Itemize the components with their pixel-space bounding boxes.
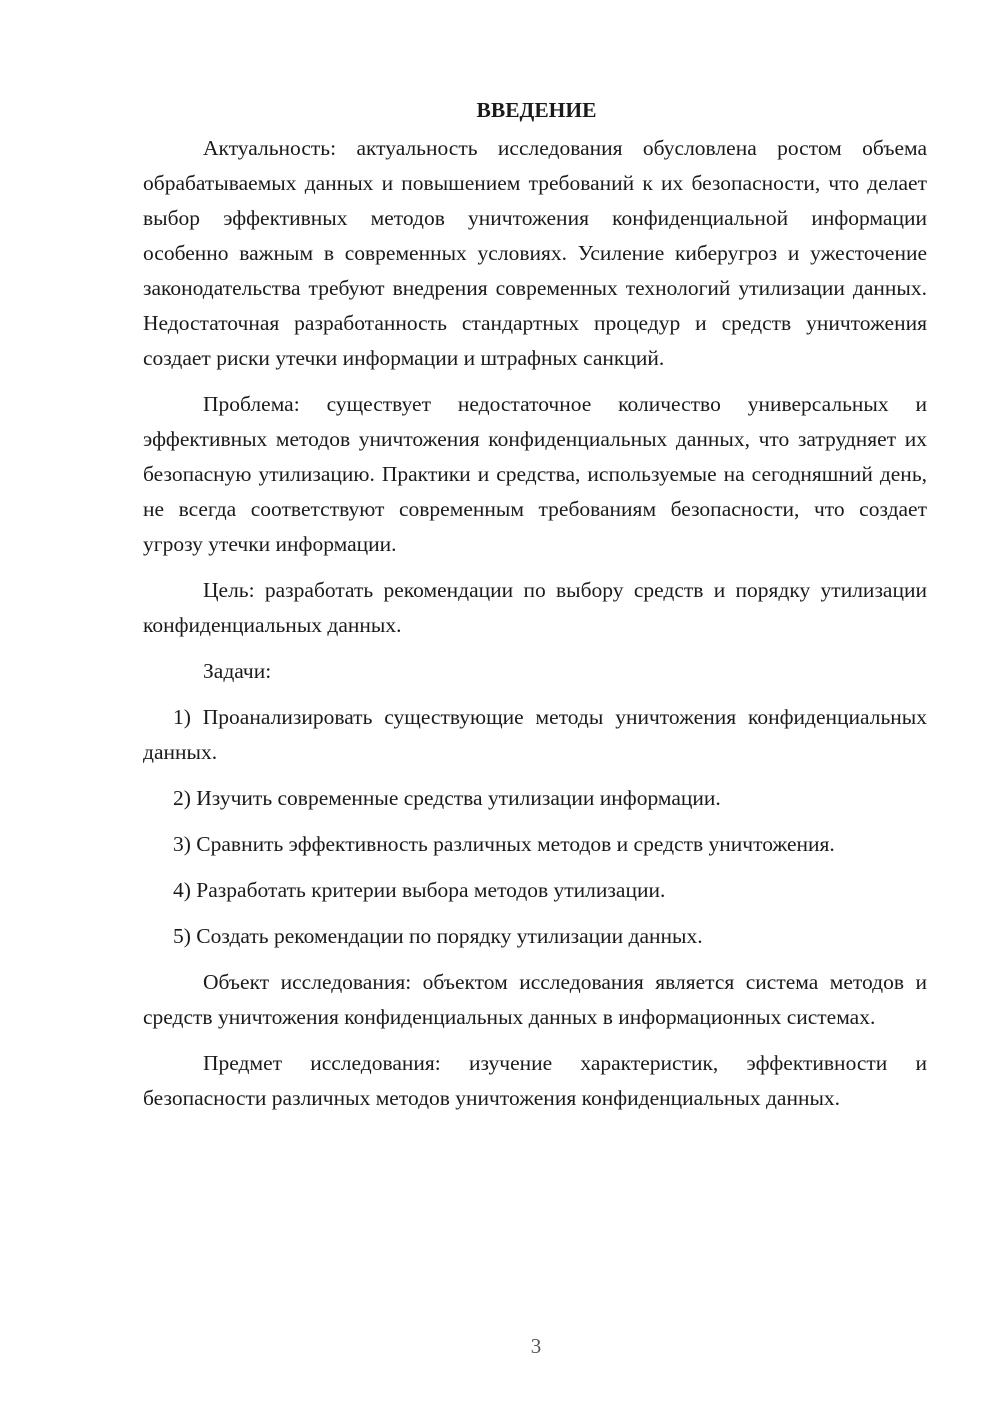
- paragraph-problem: Проблема: существует недостаточное количество универсальных и эффективных методов уничтожения конфиденциальных данных, что затрудняет их безопасную утилизацию. Практики и средства, используемые на сегодняшний день, не всегда соответствуют современным требованиям безопасности, что создает угрозу утечки информации.: [143, 392, 927, 556]
- page-number: 3: [530, 1334, 542, 1358]
- paragraph-object: Объект исследования: объектом исследования является система методов и средств уничтожения конфиденциальных данных в информационных системах.: [143, 970, 927, 1029]
- task-item-5: 5) Создать рекомендации по порядку утилизации данных.: [173, 924, 703, 948]
- task-item-1: 1) Проанализировать существующие методы уничтожения конфиденциальных данных.: [143, 705, 927, 764]
- paragraph-goal: Цель: разработать рекомендации по выбору средств и порядку утилизации конфиденциальных данных.: [143, 578, 927, 637]
- task-item-2: 2) Изучить современные средства утилизации информации.: [173, 786, 721, 810]
- paragraph-tasks-label: Задачи:: [203, 659, 272, 683]
- task-item-3: 3) Сравнить эффективность различных методов и средств уничтожения.: [173, 832, 835, 856]
- document-page: [143, 95, 927, 1127]
- section-heading: ВВЕДЕНИЕ: [476, 98, 597, 122]
- paragraph-relevance: Актуальность: актуальность исследования обусловлена ростом объема обрабатываемых данных и повышением требований к их безопасности, что делает выбор эффективных методов уничтожения конфиденциальной информации особенно важным в современных условиях. Усиление киберугроз и ужесточение законодательства требуют внедрения современных технологий утилизации данных. Недостаточная разработанность стандартных процедур и средств уничтожения создает риски утечки информации и штрафных санкций.: [143, 136, 927, 370]
- task-item-4: 4) Разработать критерии выбора методов утилизации.: [173, 878, 666, 902]
- paragraph-subject: Предмет исследования: изучение характеристик, эффективности и безопасности различных методов уничтожения конфиденциальных данных.: [143, 1051, 927, 1110]
